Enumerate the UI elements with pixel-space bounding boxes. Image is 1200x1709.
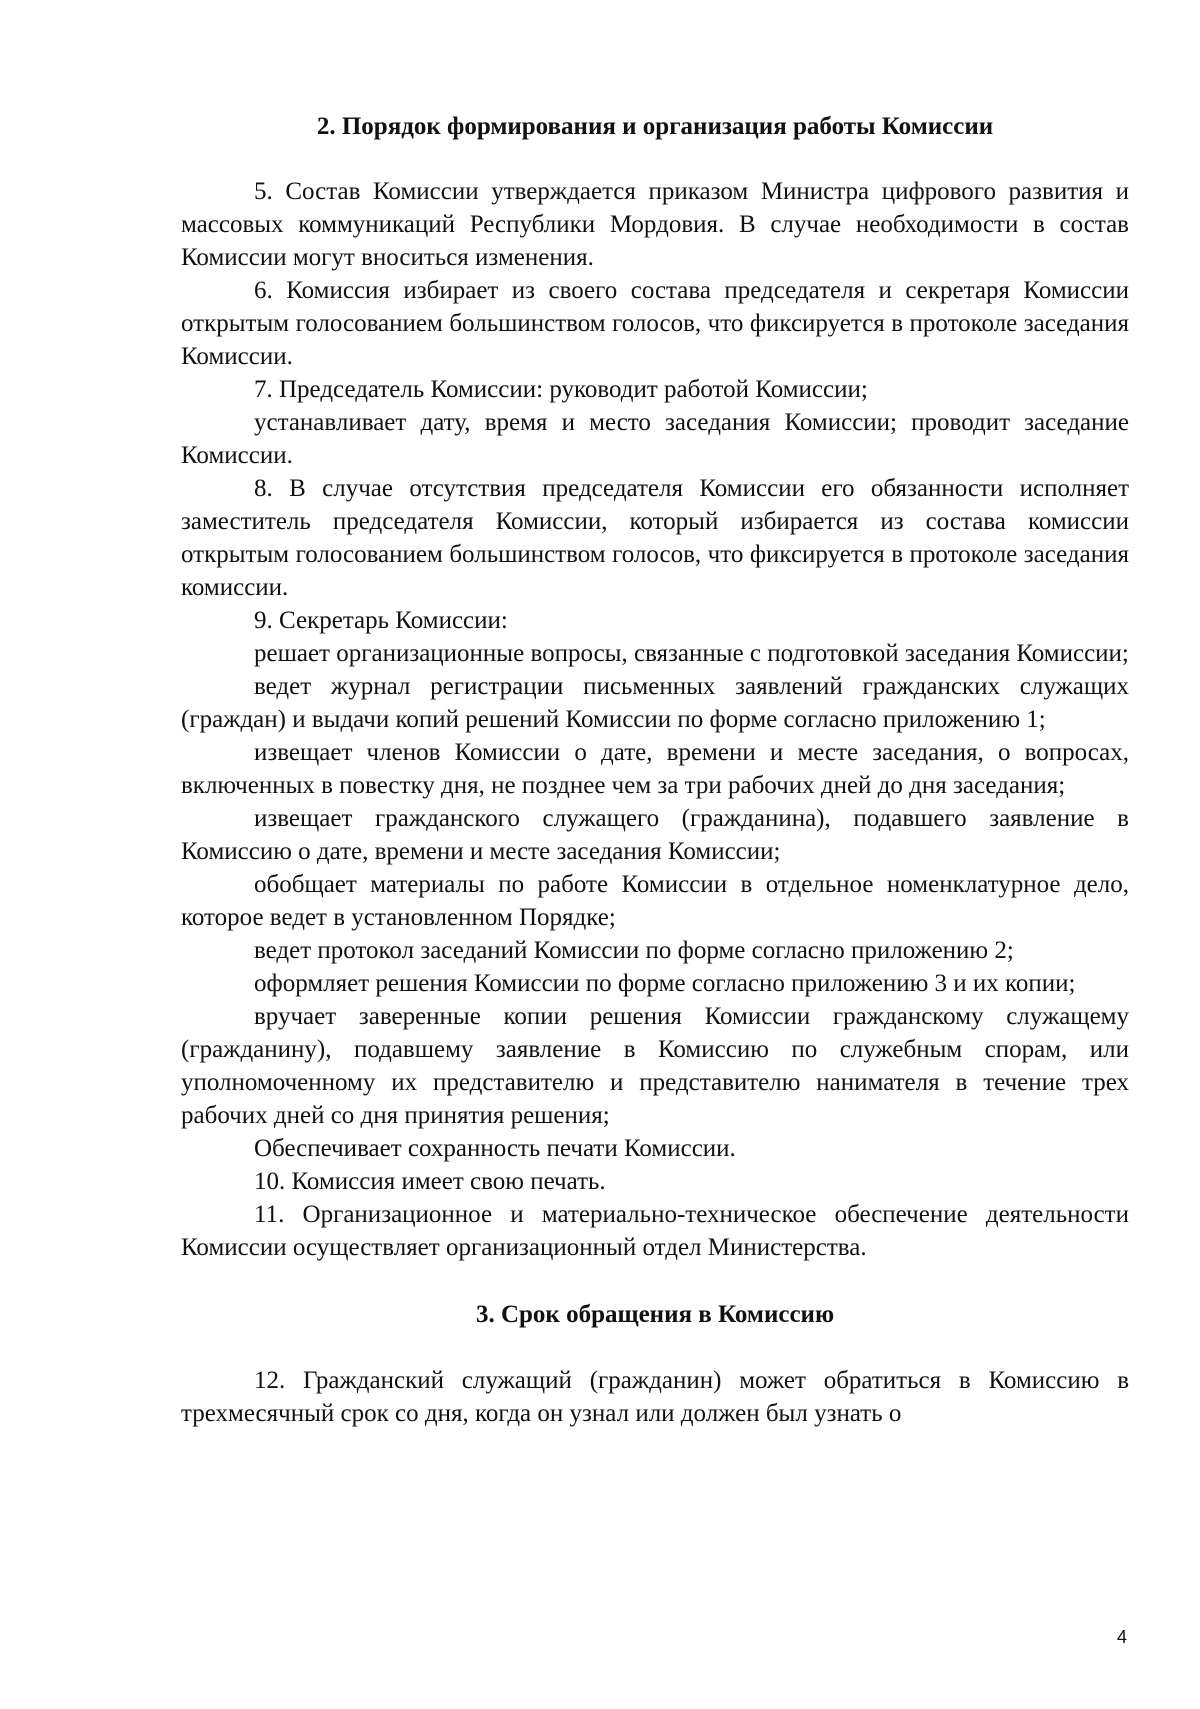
paragraph-9-item-7: оформляет решения Комиссии по форме согласно приложению 3 и их копии; [254,970,1076,997]
paragraph-7-cont: устанавливает дату, время и место заседания Комиссии; проводит заседание Комиссии. [181,409,1129,469]
paragraph-10: 10. Комиссия имеет свою печать. [254,1168,606,1195]
paragraph-12: 12. Гражданский служащий (гражданин) может обратиться в Комиссию в трехмесячный срок со дня, когда он узнал или должен был узнать о [181,1367,1129,1427]
paragraph-7: 7. Председатель Комиссии: руководит работой Комиссии; [254,376,868,403]
paragraph-8: 8. В случае отсутствия председателя Комиссии его обязанности исполняет заместитель председателя Комиссии, который избирается из состава комиссии открытым голосованием большинством голосов, что фиксируется в протоколе заседания комиссии. [181,475,1129,601]
paragraph-9-item-8: вручает заверенные копии решения Комиссии гражданскому служащему (гражданину), подавшему заявление в Комиссию по служебным спорам, или уполномоченному их представителю и представителю нанимателя в течение трех рабочих дней со дня принятия решения; [181,1003,1129,1129]
document-page [181,112,1129,1430]
paragraph-9: 9. Секретарь Комиссии: [254,607,508,634]
paragraph-9-item-3: извещает членов Комиссии о дате, времени и месте заседания, о вопросах, включенных в повестку дня, не позднее чем за три рабочих дней до дня заседания; [181,739,1129,799]
page-number: 4 [1117,1627,1128,1647]
paragraph-9-item-4: извещает гражданского служащего (гражданина), подавшего заявление в Комиссию о дате, времени и месте заседания Комиссии; [181,805,1129,865]
paragraph-9-item-6: ведет протокол заседаний Комиссии по форме согласно приложению 2; [254,937,1014,964]
paragraph-5: 5. Состав Комиссии утверждается приказом Министра цифрового развития и массовых коммуникаций Республики Мордовия. В случае необходимости в состав Комиссии могут вноситься изменения. [181,178,1129,271]
paragraph-9-item-2: ведет журнал регистрации письменных заявлений гражданских служащих (граждан) и выдачи копий решений Комиссии по форме согласно приложению 1; [181,673,1129,733]
section-2-heading: 2. Порядок формирования и организация работы Комиссии [316,113,994,140]
paragraph-6: 6. Комиссия избирает из своего состава председателя и секретаря Комиссии открытым голосованием большинством голосов, что фиксируется в протоколе заседания Комиссии. [181,277,1129,370]
paragraph-9-item-1: решает организационные вопросы, связанные с подготовкой заседания Комиссии; [254,640,1129,667]
paragraph-11: 11. Организационное и материально-техническое обеспечение деятельности Комиссии осуществляет организационный отдел Министерства. [181,1201,1129,1261]
section-3-heading: 3. Срок обращения в Комиссию [475,1301,835,1328]
paragraph-9-item-9: Обеспечивает сохранность печати Комиссии. [254,1135,736,1162]
paragraph-9-item-5: обобщает материалы по работе Комиссии в отдельное номенклатурное дело, которое ведет в установленном Порядке; [181,871,1129,931]
